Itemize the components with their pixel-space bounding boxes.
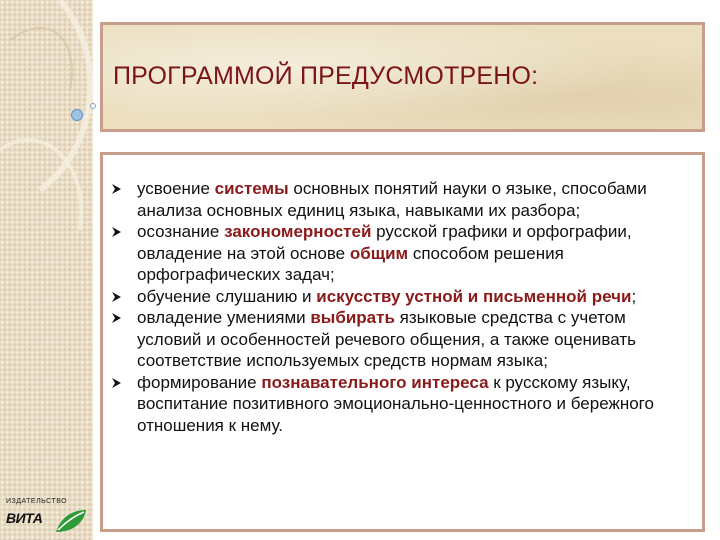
bullet-text: языковые средства с учетом условий и особенностей речевого общения, а также оценивать соответствие используемых средств нормам языка;: [137, 308, 636, 370]
logo-caption: ИЗДАТЕЛЬСТВО: [6, 498, 68, 505]
page-title: ПРОГРАММОЙ ПРЕДУСМОТРЕНО:: [113, 62, 539, 90]
decorative-dot-icon: [71, 109, 83, 121]
bullet-text: усвоение: [137, 179, 215, 198]
highlighted-text: закономерностей: [224, 222, 372, 241]
bullet-text: осознание: [137, 222, 225, 241]
highlighted-text: общим: [349, 243, 409, 263]
arrowhead-bullet-icon: [111, 226, 122, 238]
bullet-text: основных понятий науки о языке, способами анализа основных единиц языка, навыками их разбора;: [137, 179, 647, 220]
bullet-item: [103, 372, 693, 437]
arrowhead-bullet-icon: [111, 291, 122, 303]
bullet-item: [103, 178, 693, 221]
bullet-text: обучение слушанию и: [137, 286, 317, 306]
highlighted-text: системы: [214, 179, 289, 198]
decorative-swirl: [0, 0, 100, 540]
highlighted-text: выбирать: [310, 308, 395, 327]
highlighted-text: познавательного интереса: [261, 372, 489, 392]
bullet-text: к русскому языку, воспитание позитивного эмоционально-ценностного и бережного отношения к нему.: [137, 372, 654, 435]
logo-wordmark: ВИТА: [6, 510, 43, 526]
bullet-item: [103, 286, 693, 308]
bullet-text: русской графики и орфографии, овладение на этой основе: [137, 222, 632, 263]
content-panel: [100, 152, 705, 532]
title-panel: [100, 22, 705, 132]
bullet-list: [103, 178, 693, 436]
bullet-item: [103, 307, 693, 372]
bullet-text: формирование: [137, 372, 262, 392]
arrowhead-bullet-icon: [111, 312, 122, 324]
bullet-text: ;: [631, 286, 637, 306]
leaf-icon: [54, 508, 88, 534]
bullet-text: овладение умениями: [137, 308, 311, 327]
publisher-logo: [4, 498, 90, 538]
bullet-text: способом решения орфографических задач;: [137, 243, 564, 284]
decorative-ring-icon: [90, 103, 96, 109]
arrowhead-bullet-icon: [111, 183, 122, 195]
bullet-item: [103, 221, 693, 286]
highlighted-text: искусству устной и письменной речи: [316, 286, 632, 306]
arrowhead-bullet-icon: [111, 377, 122, 389]
